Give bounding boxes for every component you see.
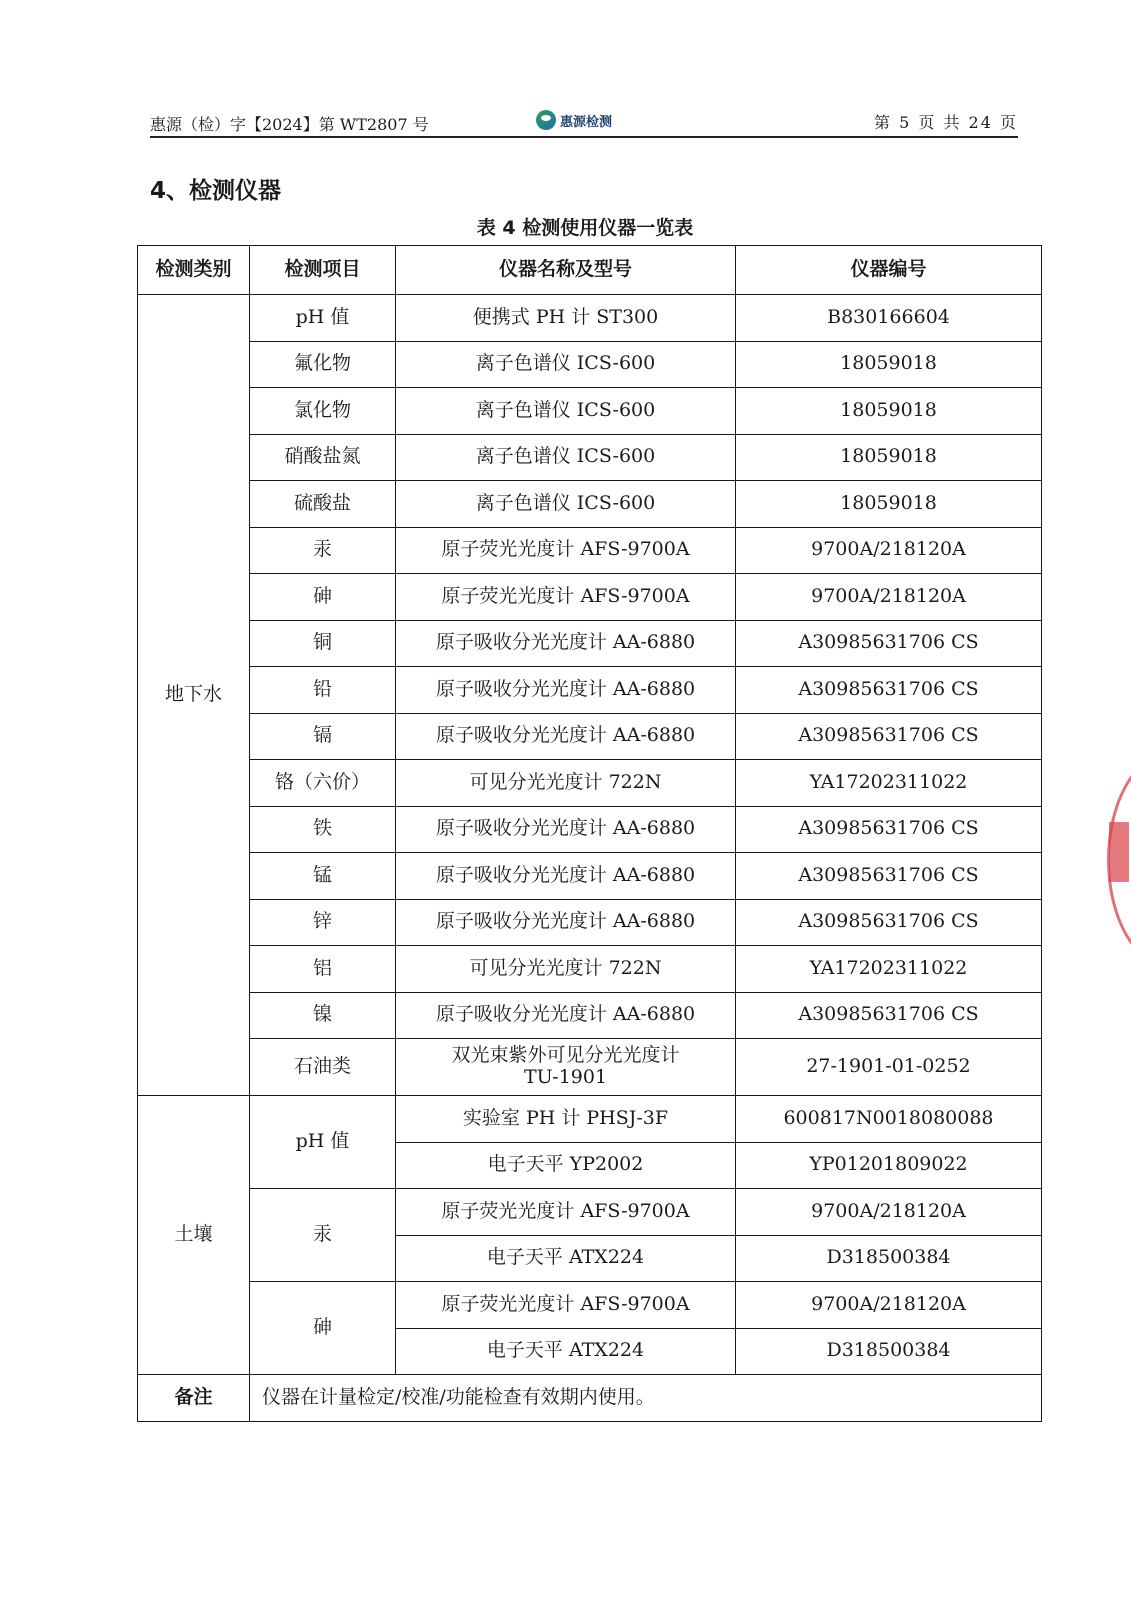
instrument-cell: 电子天平 YP2002 (396, 1142, 736, 1189)
header-category: 检测类别 (138, 246, 250, 295)
table-caption: 表 4 检测使用仪器一览表 (476, 217, 694, 239)
item-cell: 砷 (250, 574, 396, 621)
serial-cell: 9700A/218120A (736, 1189, 1042, 1236)
table-row (138, 434, 1042, 481)
instrument-cell: 原子吸收分光光度计 AA-6880 (396, 620, 736, 667)
table-row (138, 946, 1042, 993)
report-number: 惠源（检）字【2024】第 WT2807 号 (150, 115, 429, 134)
table-row (138, 527, 1042, 574)
instrument-cell: 离子色谱仪 ICS-600 (396, 481, 736, 528)
table-row (138, 574, 1042, 621)
remark-label: 备注 (138, 1375, 250, 1422)
red-seal-stamp (1101, 752, 1131, 962)
item-cell: 硝酸盐氮 (250, 434, 396, 481)
serial-cell: YA17202311022 (736, 946, 1042, 993)
serial-cell: D318500384 (736, 1328, 1042, 1375)
logo-text: 惠源检测 (560, 114, 613, 130)
table-row (138, 713, 1042, 760)
serial-cell: 18059018 (736, 341, 1042, 388)
instrument-cell: 离子色谱仪 ICS-600 (396, 341, 736, 388)
table-row (138, 1282, 1042, 1329)
serial-cell: YP01201809022 (736, 1142, 1042, 1189)
item-cell: 石油类 (250, 1039, 396, 1096)
instrument-cell: 原子荧光光度计 AFS-9700A (396, 527, 736, 574)
company-logo (536, 110, 612, 130)
item-cell: 锌 (250, 899, 396, 946)
remark-row (138, 1375, 1042, 1422)
remark-text: 仪器在计量检定/校准/功能检查有效期内使用。 (250, 1375, 1042, 1422)
table-row (138, 667, 1042, 714)
serial-cell: 18059018 (736, 434, 1042, 481)
instrument-cell: 原子荧光光度计 AFS-9700A (396, 574, 736, 621)
instrument-cell: 可见分光光度计 722N (396, 760, 736, 807)
instrument-cell: 可见分光光度计 722N (396, 946, 736, 993)
item-cell: 硫酸盐 (250, 481, 396, 528)
page-header (150, 108, 1018, 138)
serial-cell: A30985631706 CS (736, 899, 1042, 946)
instrument-cell: 原子吸收分光光度计 AA-6880 (396, 992, 736, 1039)
table-row (138, 992, 1042, 1039)
item-cell: pH 值 (250, 295, 396, 342)
serial-cell: D318500384 (736, 1235, 1042, 1282)
instrument-cell: 原子荧光光度计 AFS-9700A (396, 1189, 736, 1236)
serial-cell: A30985631706 CS (736, 806, 1042, 853)
header-instrument: 仪器名称及型号 (396, 246, 736, 295)
table-row (138, 899, 1042, 946)
category-cell: 土壤 (138, 1096, 250, 1375)
table-row (138, 481, 1042, 528)
serial-cell: A30985631706 CS (736, 667, 1042, 714)
serial-cell: 9700A/218120A (736, 574, 1042, 621)
page-number: 第 5 页 共 24 页 (874, 113, 1018, 132)
serial-cell: B830166604 (736, 295, 1042, 342)
instrument-cell: 原子荧光光度计 AFS-9700A (396, 1282, 736, 1329)
instrument-cell: 离子色谱仪 ICS-600 (396, 434, 736, 481)
serial-cell: 600817N0018080088 (736, 1096, 1042, 1143)
serial-cell: 18059018 (736, 481, 1042, 528)
serial-cell: A30985631706 CS (736, 853, 1042, 900)
serial-cell: A30985631706 CS (736, 713, 1042, 760)
table-row (138, 1039, 1042, 1096)
serial-cell: YA17202311022 (736, 760, 1042, 807)
item-cell: 汞 (250, 1189, 396, 1282)
instrument-cell: 离子色谱仪 ICS-600 (396, 388, 736, 435)
instrument-cell: 电子天平 ATX224 (396, 1235, 736, 1282)
item-cell: 铝 (250, 946, 396, 993)
serial-cell: A30985631706 CS (736, 992, 1042, 1039)
instrument-line: TU-1901 (523, 1066, 608, 1088)
table-row (138, 760, 1042, 807)
item-cell: 镉 (250, 713, 396, 760)
instrument-cell: 便携式 PH 计 ST300 (396, 295, 736, 342)
table-row (138, 806, 1042, 853)
item-cell: 锰 (250, 853, 396, 900)
serial-cell: A30985631706 CS (736, 620, 1042, 667)
instrument-cell: 原子吸收分光光度计 AA-6880 (396, 899, 736, 946)
serial-cell: 27-1901-01-0252 (736, 1039, 1042, 1096)
table-row (138, 1189, 1042, 1236)
item-cell: 氟化物 (250, 341, 396, 388)
table-header-row (138, 246, 1042, 295)
logo-icon (536, 110, 556, 130)
section-title: 4、检测仪器 (150, 178, 282, 204)
table-row (138, 295, 1042, 342)
item-cell: 铅 (250, 667, 396, 714)
instrument-cell: 实验室 PH 计 PHSJ-3F (396, 1096, 736, 1143)
item-cell: 砷 (250, 1282, 396, 1375)
instrument-cell: 电子天平 ATX224 (396, 1328, 736, 1375)
instrument-cell: 原子吸收分光光度计 AA-6880 (396, 667, 736, 714)
category-cell: 地下水 (138, 295, 250, 1096)
serial-cell: 9700A/218120A (736, 527, 1042, 574)
table-row (138, 341, 1042, 388)
item-cell: pH 值 (250, 1096, 396, 1189)
instrument-cell: 原子吸收分光光度计 AA-6880 (396, 806, 736, 853)
item-cell: 铬（六价） (250, 760, 396, 807)
item-cell: 铜 (250, 620, 396, 667)
item-cell: 汞 (250, 527, 396, 574)
serial-cell: 9700A/218120A (736, 1282, 1042, 1329)
item-cell: 氯化物 (250, 388, 396, 435)
item-cell: 镍 (250, 992, 396, 1039)
instrument-cell: 原子吸收分光光度计 AA-6880 (396, 853, 736, 900)
instrument-table (137, 245, 1042, 1422)
serial-cell: 18059018 (736, 388, 1042, 435)
seal-mark (1109, 822, 1129, 882)
header-serial: 仪器编号 (736, 246, 1042, 295)
instrument-cell: 原子吸收分光光度计 AA-6880 (396, 713, 736, 760)
instrument-line: 双光束紫外可见分光光度计 (451, 1044, 680, 1067)
table-row (138, 620, 1042, 667)
header-item: 检测项目 (250, 246, 396, 295)
item-cell: 铁 (250, 806, 396, 853)
instrument-cell (396, 1039, 736, 1096)
table-row (138, 1096, 1042, 1143)
table-row (138, 853, 1042, 900)
table-row (138, 388, 1042, 435)
